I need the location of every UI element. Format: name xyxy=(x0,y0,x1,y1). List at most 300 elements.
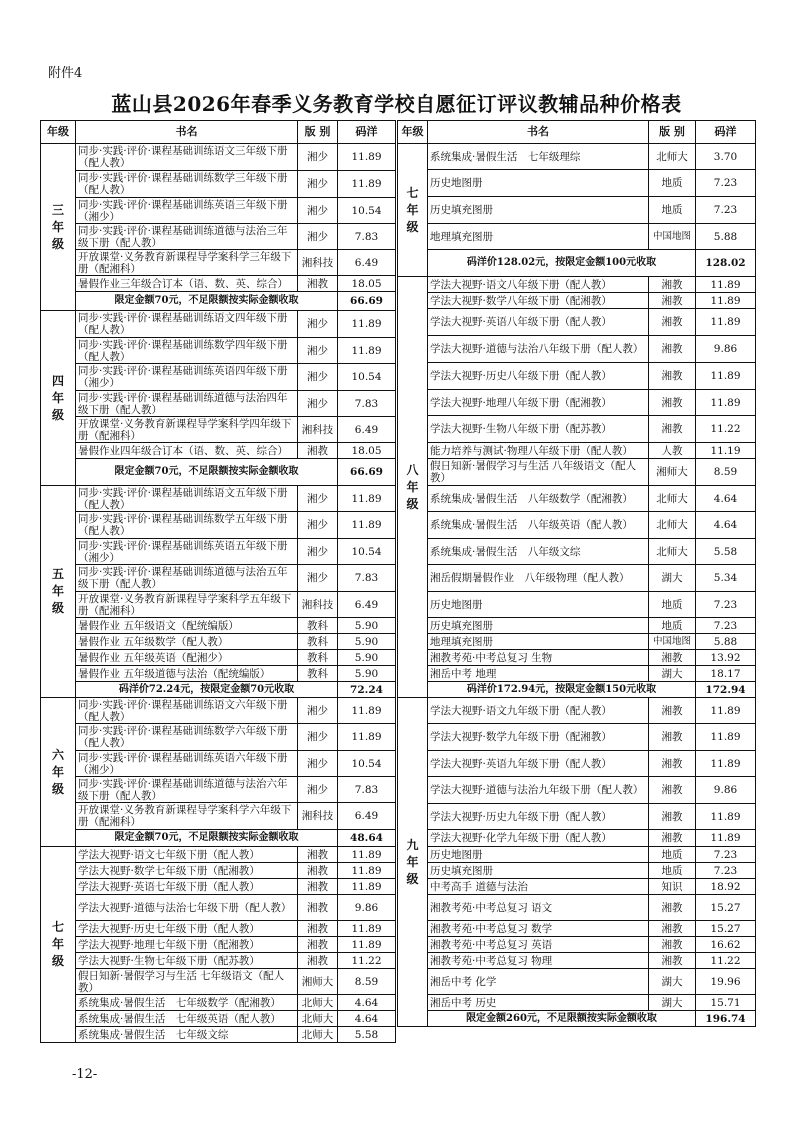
table-row xyxy=(41,698,396,724)
edition-cell: 湘师大 xyxy=(298,969,338,995)
table-row xyxy=(41,879,396,895)
grade-cell xyxy=(41,144,76,311)
book-name-cell: 系统集成·暑假生活 七年级文综 xyxy=(76,1027,298,1043)
table-row xyxy=(41,618,396,634)
grade-label: 六年级 xyxy=(51,747,64,796)
table-row xyxy=(41,512,396,539)
table-row xyxy=(41,338,396,364)
book-name-cell: 假日知新·暑假学习与生活 八年级语文（配人教） xyxy=(428,459,649,486)
edition-cell: 湘教 xyxy=(649,953,696,969)
edition-cell: 湘教 xyxy=(649,937,696,953)
grade-cell xyxy=(398,144,428,277)
subtotal-row xyxy=(398,250,756,277)
price-cell: 6.49 xyxy=(338,250,396,276)
price-cell: 15.27 xyxy=(696,921,756,937)
table-row xyxy=(398,293,756,309)
table-row xyxy=(398,777,756,804)
edition-cell: 湘教 xyxy=(298,895,338,921)
price-cell: 7.83 xyxy=(338,565,396,592)
subtotal-label: 码洋价128.02元，按限定金额100元收取 xyxy=(428,250,696,277)
edition-cell: 教科 xyxy=(298,618,338,634)
edition-cell: 湖大 xyxy=(649,565,696,592)
grade-label: 三年级 xyxy=(51,202,64,251)
edition-cell: 湘教 xyxy=(649,650,696,666)
table-row xyxy=(41,634,396,650)
edition-cell: 湘少 xyxy=(298,144,338,171)
edition-cell: 北师大 xyxy=(298,1011,338,1027)
table-row xyxy=(398,618,756,634)
book-name-cell: 学法大视野·语文九年级下册（配人教） xyxy=(428,698,649,724)
price-cell: 7.23 xyxy=(696,847,756,863)
price-cell: 5.88 xyxy=(696,224,756,250)
price-cell: 11.89 xyxy=(338,863,396,879)
price-cell: 11.89 xyxy=(338,698,396,724)
book-name-cell: 历史填充图册 xyxy=(428,863,649,879)
edition-cell: 湘教 xyxy=(649,293,696,309)
edition-cell: 中国地图 xyxy=(649,634,696,650)
table-row xyxy=(398,724,756,751)
table-row xyxy=(398,443,756,459)
price-cell: 10.54 xyxy=(338,751,396,777)
grade-label: 九年级 xyxy=(406,837,419,886)
price-cell: 11.22 xyxy=(696,416,756,443)
price-cell: 11.89 xyxy=(338,879,396,895)
table-row xyxy=(41,1027,396,1043)
price-cell: 9.86 xyxy=(338,895,396,921)
subtotal-label: 限定金额70元，不足限额按实际金额收取 xyxy=(76,292,338,311)
edition-cell: 湘少 xyxy=(298,751,338,777)
price-cell: 18.05 xyxy=(338,276,396,292)
book-name-cell: 学法大视野·道德与法治七年级下册（配人教） xyxy=(76,895,298,921)
edition-cell: 湘少 xyxy=(298,198,338,224)
book-name-cell: 系统集成·暑假生活 八年级数学（配湘教） xyxy=(428,486,649,512)
book-name-cell: 学法大视野·地理七年级下册（配湘教） xyxy=(76,937,298,953)
price-cell: 5.90 xyxy=(338,666,396,682)
table-row xyxy=(398,666,756,682)
table-row xyxy=(41,417,396,443)
subtotal-amount: 72.24 xyxy=(338,682,396,698)
table-row xyxy=(398,565,756,592)
subtotal-label: 码洋价72.24元，按限定金额70元收取 xyxy=(76,682,338,698)
header-name: 书名 xyxy=(428,121,649,144)
book-name-cell: 学法大视野·化学九年级下册（配人教） xyxy=(428,830,649,847)
grade-cell xyxy=(41,698,76,847)
book-name-cell: 同步·实践·评价·课程基础训练语文五年级下册（配人教） xyxy=(76,486,298,512)
page-title: 蓝山县2026年春季义务教育学校自愿征订评议教辅品种价格表 xyxy=(111,92,682,116)
subtotal-amount: 172.94 xyxy=(696,682,756,698)
book-name-cell: 学法大视野·语文七年级下册（配人教） xyxy=(76,847,298,863)
edition-cell: 湘教 xyxy=(298,443,338,459)
book-name-cell: 湘岳中考 地理 xyxy=(428,666,649,682)
book-name-cell: 同步·实践·评价·课程基础训练道德与法治六年级下册（配人教） xyxy=(76,777,298,803)
edition-cell: 湘教 xyxy=(298,937,338,953)
book-name-cell: 学法大视野·英语七年级下册（配人教） xyxy=(76,879,298,895)
grade-label: 五年级 xyxy=(51,567,64,615)
book-name-cell: 同步·实践·评价·课程基础训练数学六年级下册（配人教） xyxy=(76,724,298,751)
price-cell: 10.54 xyxy=(338,364,396,391)
price-cell: 7.83 xyxy=(338,224,396,250)
grade-label: 四年级 xyxy=(51,373,64,422)
book-name-cell: 假日知新·暑假学习与生活 七年级语文（配人教） xyxy=(76,969,298,995)
price-cell: 11.89 xyxy=(338,724,396,751)
book-name-cell: 同步·实践·评价·课程基础训练道德与法治五年级下册（配人教） xyxy=(76,565,298,592)
grade-cell xyxy=(41,311,76,486)
edition-cell: 地质 xyxy=(649,592,696,618)
book-name-cell: 开放课堂·义务教育新课程导学案科学三年级下册（配湘科） xyxy=(76,250,298,276)
edition-cell: 教科 xyxy=(298,634,338,650)
table-row xyxy=(398,751,756,777)
book-name-cell: 开放课堂·义务教育新课程导学案科学五年级下册（配湘科） xyxy=(76,592,298,618)
table-row xyxy=(41,863,396,879)
edition-cell: 教科 xyxy=(298,650,338,666)
table-row xyxy=(41,921,396,937)
table-row xyxy=(41,592,396,618)
page-number: -12- xyxy=(72,1067,98,1082)
book-name-cell: 湘教考苑·中考总复习 英语 xyxy=(428,937,649,953)
price-cell: 7.23 xyxy=(696,618,756,634)
edition-cell: 湘教 xyxy=(298,879,338,895)
header-grade: 年级 xyxy=(398,121,428,144)
table-row xyxy=(41,969,396,995)
price-cell: 7.83 xyxy=(338,391,396,417)
subtotal-amount: 196.74 xyxy=(696,1011,756,1027)
subtotal-amount: 66.69 xyxy=(338,459,396,486)
edition-cell: 北师大 xyxy=(649,486,696,512)
book-name-cell: 暑假作业四年级合订本（语、数、英、综合） xyxy=(76,443,298,459)
price-cell: 11.89 xyxy=(338,144,396,171)
table-row xyxy=(41,486,396,512)
book-name-cell: 学法大视野·语文八年级下册（配人教） xyxy=(428,277,649,293)
table-row xyxy=(398,804,756,830)
book-name-cell: 同步·实践·评价·课程基础训练英语四年级下册（湘少） xyxy=(76,364,298,391)
table-row xyxy=(41,751,396,777)
edition-cell: 湘教 xyxy=(649,804,696,830)
table-row xyxy=(41,364,396,391)
table-row xyxy=(41,311,396,338)
price-cell: 11.22 xyxy=(338,953,396,969)
edition-cell: 湘少 xyxy=(298,698,338,724)
table-row xyxy=(398,863,756,879)
book-name-cell: 同步·实践·评价·课程基础训练数学五年级下册（配人教） xyxy=(76,512,298,539)
table-row xyxy=(398,277,756,293)
edition-cell: 湘科技 xyxy=(298,592,338,618)
book-name-cell: 学法大视野·生物八年级下册（配苏教） xyxy=(428,416,649,443)
edition-cell: 湘教 xyxy=(649,363,696,390)
edition-cell: 湘少 xyxy=(298,364,338,391)
table-row xyxy=(41,995,396,1011)
price-cell: 9.86 xyxy=(696,336,756,363)
book-name-cell: 湘岳中考 历史 xyxy=(428,995,649,1011)
book-name-cell: 学法大视野·地理八年级下册（配湘教） xyxy=(428,390,649,416)
subtotal-row xyxy=(398,1011,756,1027)
book-name-cell: 学法大视野·数学九年级下册（配湘教） xyxy=(428,724,649,751)
edition-cell: 湘教 xyxy=(298,953,338,969)
table-row xyxy=(41,250,396,276)
edition-cell: 湘少 xyxy=(298,539,338,565)
table-row xyxy=(41,443,396,459)
grade-label: 七年级 xyxy=(406,185,419,234)
book-name-cell: 系统集成·暑假生活 七年级数学（配湘教） xyxy=(76,995,298,1011)
book-name-cell: 湘教考苑·中考总复习 生物 xyxy=(428,650,649,666)
table-row xyxy=(398,895,756,921)
edition-cell: 地质 xyxy=(649,863,696,879)
book-name-cell: 历史地图册 xyxy=(428,592,649,618)
edition-cell: 地质 xyxy=(649,197,696,224)
header-edition: 版 别 xyxy=(298,121,338,144)
edition-cell: 湘教 xyxy=(649,895,696,921)
grade-label: 八年级 xyxy=(406,462,419,511)
edition-cell: 湖大 xyxy=(649,969,696,995)
header-grade: 年级 xyxy=(41,121,76,144)
grade-cell xyxy=(41,486,76,698)
edition-cell: 北师大 xyxy=(649,539,696,565)
table-row xyxy=(398,486,756,512)
price-cell: 11.89 xyxy=(338,921,396,937)
table-row xyxy=(398,363,756,390)
book-name-cell: 暑假作业 五年级数学（配人教） xyxy=(76,634,298,650)
book-name-cell: 湘教考苑·中考总复习 物理 xyxy=(428,953,649,969)
price-cell: 7.23 xyxy=(696,863,756,879)
price-cell: 4.64 xyxy=(338,1011,396,1027)
price-cell: 11.89 xyxy=(338,486,396,512)
table-row xyxy=(398,390,756,416)
subtotal-row xyxy=(41,682,396,698)
table-row xyxy=(398,650,756,666)
subtotal-label: 码洋价172.94元，按限定金额150元收取 xyxy=(428,682,696,698)
edition-cell: 湘师大 xyxy=(649,459,696,486)
price-cell: 13.92 xyxy=(696,650,756,666)
edition-cell: 湘教 xyxy=(649,777,696,804)
book-name-cell: 历史填充图册 xyxy=(428,197,649,224)
book-name-cell: 暑假作业 五年级道德与法治（配统编版） xyxy=(76,666,298,682)
table-row xyxy=(398,634,756,650)
table-row xyxy=(41,565,396,592)
book-name-cell: 同步·实践·评价·课程基础训练数学三年级下册（配人教） xyxy=(76,171,298,198)
table-row xyxy=(41,953,396,969)
price-cell: 11.89 xyxy=(338,937,396,953)
book-name-cell: 同步·实践·评价·课程基础训练道德与法治四年级下册（配人教） xyxy=(76,391,298,417)
edition-cell: 湘教 xyxy=(649,921,696,937)
subtotal-row xyxy=(41,292,396,311)
book-name-cell: 同步·实践·评价·课程基础训练数学四年级下册（配人教） xyxy=(76,338,298,364)
edition-cell: 人教 xyxy=(649,443,696,459)
book-name-cell: 学法大视野·英语八年级下册（配人教） xyxy=(428,309,649,336)
edition-cell: 北师大 xyxy=(298,1027,338,1043)
price-cell: 18.92 xyxy=(696,879,756,895)
price-cell: 4.64 xyxy=(338,995,396,1011)
price-cell: 5.58 xyxy=(338,1027,396,1043)
book-name-cell: 学法大视野·历史七年级下册（配人教） xyxy=(76,921,298,937)
price-cell: 11.89 xyxy=(696,293,756,309)
book-name-cell: 湘岳假期暑假作业 八年级物理（配人教） xyxy=(428,565,649,592)
edition-cell: 湘少 xyxy=(298,311,338,338)
book-name-cell: 暑假作业 五年级语文（配统编版） xyxy=(76,618,298,634)
book-name-cell: 学法大视野·道德与法治八年级下册（配人教） xyxy=(428,336,649,363)
book-name-cell: 历史地图册 xyxy=(428,847,649,863)
edition-cell: 知识 xyxy=(649,879,696,895)
book-name-cell: 同步·实践·评价·课程基础训练语文三年级下册（配人教） xyxy=(76,144,298,171)
edition-cell: 湘少 xyxy=(298,724,338,751)
price-cell: 10.54 xyxy=(338,198,396,224)
price-cell: 9.86 xyxy=(696,777,756,804)
book-name-cell: 同步·实践·评价·课程基础训练语文四年级下册（配人教） xyxy=(76,311,298,338)
book-name-cell: 中考高手 道德与法治 xyxy=(428,879,649,895)
book-name-cell: 历史地图册 xyxy=(428,170,649,197)
book-name-cell: 历史填充图册 xyxy=(428,618,649,634)
book-name-cell: 暑假作业三年级合订本（语、数、英、综合） xyxy=(76,276,298,292)
book-name-cell: 学法大视野·数学八年级下册（配湘教） xyxy=(428,293,649,309)
price-cell: 11.89 xyxy=(696,698,756,724)
table-row xyxy=(398,309,756,336)
table-row xyxy=(398,224,756,250)
header-edition: 版 别 xyxy=(649,121,696,144)
price-cell: 7.23 xyxy=(696,592,756,618)
price-table-right xyxy=(397,120,756,1027)
subtotal-amount: 48.64 xyxy=(338,830,396,847)
table-row xyxy=(41,847,396,863)
price-cell: 11.89 xyxy=(696,724,756,751)
book-name-cell: 学法大视野·生物七年级下册（配苏教） xyxy=(76,953,298,969)
edition-cell: 地质 xyxy=(649,847,696,863)
price-cell: 6.49 xyxy=(338,803,396,830)
edition-cell: 湘教 xyxy=(298,863,338,879)
grade-cell xyxy=(398,698,428,1027)
table-row xyxy=(398,921,756,937)
table-row xyxy=(398,937,756,953)
book-name-cell: 暑假作业 五年级英语（配湘少） xyxy=(76,650,298,666)
edition-cell: 地质 xyxy=(649,170,696,197)
edition-cell: 湘少 xyxy=(298,512,338,539)
header-price: 码洋 xyxy=(338,121,396,144)
book-name-cell: 地理填充图册 xyxy=(428,634,649,650)
table-row xyxy=(398,459,756,486)
edition-cell: 湘少 xyxy=(298,777,338,803)
price-cell: 4.64 xyxy=(696,486,756,512)
subtotal-label: 限定金额70元，不足限额按实际金额收取 xyxy=(76,459,338,486)
price-cell: 18.17 xyxy=(696,666,756,682)
grade-label: 七年级 xyxy=(51,920,64,968)
edition-cell: 湘少 xyxy=(298,338,338,364)
table-row xyxy=(41,937,396,953)
book-name-cell: 同步·实践·评价·课程基础训练语文六年级下册（配人教） xyxy=(76,698,298,724)
grade-cell xyxy=(398,277,428,698)
price-cell: 19.96 xyxy=(696,969,756,995)
edition-cell: 湖大 xyxy=(649,995,696,1011)
price-cell: 8.59 xyxy=(338,969,396,995)
price-cell: 5.34 xyxy=(696,565,756,592)
price-cell: 11.22 xyxy=(696,953,756,969)
table-row xyxy=(41,1011,396,1027)
book-name-cell: 开放课堂·义务教育新课程导学案科学六年级下册（配湘科） xyxy=(76,803,298,830)
table-row xyxy=(398,698,756,724)
table-row xyxy=(398,170,756,197)
table-row xyxy=(41,198,396,224)
edition-cell: 湘教 xyxy=(649,724,696,751)
table-row xyxy=(41,777,396,803)
edition-cell: 湘教 xyxy=(649,277,696,293)
edition-cell: 湘科技 xyxy=(298,250,338,276)
book-name-cell: 开放课堂·义务教育新课程导学案科学四年级下册（配湘科） xyxy=(76,417,298,443)
table-row xyxy=(398,144,756,170)
edition-cell: 湖大 xyxy=(649,666,696,682)
subtotal-label: 限定金额70元，不足限额按实际金额收取 xyxy=(76,830,338,847)
edition-cell: 湘教 xyxy=(298,921,338,937)
book-name-cell: 学法大视野·数学七年级下册（配湘教） xyxy=(76,863,298,879)
edition-cell: 湘少 xyxy=(298,486,338,512)
price-cell: 11.19 xyxy=(696,443,756,459)
price-cell: 11.89 xyxy=(338,847,396,863)
table-row xyxy=(398,416,756,443)
book-name-cell: 湘教考苑·中考总复习 数学 xyxy=(428,921,649,937)
edition-cell: 湘少 xyxy=(298,391,338,417)
edition-cell: 北师大 xyxy=(649,512,696,539)
book-name-cell: 能力培养与测试·物理八年级下册（配人教） xyxy=(428,443,649,459)
table-row xyxy=(41,224,396,250)
price-cell: 11.89 xyxy=(696,830,756,847)
table-row xyxy=(398,539,756,565)
table-row xyxy=(41,803,396,830)
price-cell: 5.90 xyxy=(338,650,396,666)
price-cell: 5.90 xyxy=(338,634,396,650)
header-name: 书名 xyxy=(76,121,298,144)
edition-cell: 湘教 xyxy=(649,336,696,363)
price-cell: 7.83 xyxy=(338,777,396,803)
edition-cell: 湘教 xyxy=(649,390,696,416)
book-name-cell: 同步·实践·评价·课程基础训练英语三年级下册（湘少） xyxy=(76,198,298,224)
edition-cell: 湘教 xyxy=(649,751,696,777)
book-name-cell: 同步·实践·评价·课程基础训练道德与法治三年级下册（配人教） xyxy=(76,224,298,250)
book-name-cell: 学法大视野·历史九年级下册（配人教） xyxy=(428,804,649,830)
price-cell: 6.49 xyxy=(338,417,396,443)
price-cell: 6.49 xyxy=(338,592,396,618)
price-cell: 15.71 xyxy=(696,995,756,1011)
table-row xyxy=(41,666,396,682)
table-row xyxy=(41,391,396,417)
edition-cell: 湘教 xyxy=(649,416,696,443)
edition-cell: 中国地图 xyxy=(649,224,696,250)
table-row xyxy=(398,197,756,224)
edition-cell: 湘科技 xyxy=(298,417,338,443)
table-row xyxy=(398,995,756,1011)
subtotal-amount: 128.02 xyxy=(696,250,756,277)
book-name-cell: 系统集成·暑假生活 七年级英语（配人教） xyxy=(76,1011,298,1027)
price-cell: 3.70 xyxy=(696,144,756,170)
book-name-cell: 系统集成·暑假生活 七年级理综 xyxy=(428,144,649,170)
table-row xyxy=(398,336,756,363)
edition-cell: 湘少 xyxy=(298,224,338,250)
price-table-left xyxy=(40,120,396,1043)
edition-cell: 湘少 xyxy=(298,171,338,198)
edition-cell: 湘少 xyxy=(298,565,338,592)
table-header-row xyxy=(398,121,756,144)
price-cell: 5.90 xyxy=(338,618,396,634)
edition-cell: 湘教 xyxy=(649,698,696,724)
book-name-cell: 湘教考苑·中考总复习 语文 xyxy=(428,895,649,921)
edition-cell: 教科 xyxy=(298,666,338,682)
grade-cell xyxy=(41,847,76,1043)
price-cell: 11.89 xyxy=(696,277,756,293)
price-cell: 8.59 xyxy=(696,459,756,486)
price-cell: 5.58 xyxy=(696,539,756,565)
book-name-cell: 系统集成·暑假生活 八年级英语（配人教） xyxy=(428,512,649,539)
price-cell: 11.89 xyxy=(696,309,756,336)
table-header-row xyxy=(41,121,396,144)
subtotal-amount: 66.69 xyxy=(338,292,396,311)
price-cell: 7.23 xyxy=(696,170,756,197)
book-name-cell: 学法大视野·道德与法治九年级下册（配人教） xyxy=(428,777,649,804)
edition-cell: 北师大 xyxy=(649,144,696,170)
price-cell: 15.27 xyxy=(696,895,756,921)
